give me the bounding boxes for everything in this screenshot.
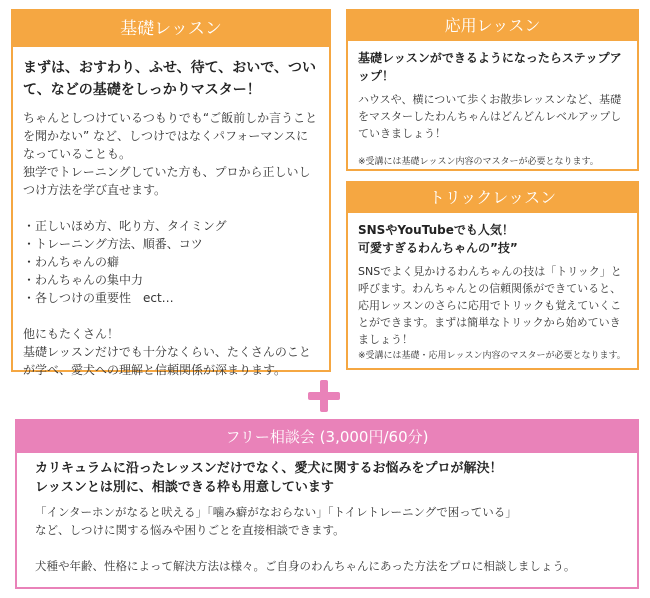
- basic-lesson-text: ちゃんとしつけているつもりでも“ご飯前しか言うことを聞かない” など、しつけではなくパフォーマンスになっていることも。 独学でトレーニングしていた方も、プロから正しいしつけ方法を学び直せます。 ・正しいほめ方、叱り方、タイミング ・トレーニング方法、順番、コツ ・わんちゃんの癖 ・わんちゃんの集中力 ・各しつけの重要性 ect… 他にもたくさん！ 基礎レッスンだけでも十分なくらい、たくさんのことが学べ、愛犬への理解と信頼関係が深まります。: [23, 111, 318, 377]
- basic-lesson-body: [13, 47, 329, 385]
- applied-lesson-lead: 基礎レッスンができるようになったらステップアップ！: [358, 51, 622, 83]
- trick-lesson-note: ※受講には基礎・応用レッスン内容のマスターが必要となります。: [358, 351, 626, 361]
- applied-lesson-card: [346, 9, 639, 171]
- free-consultation-text: 「インターホンがなると吠える」「噛み癖がなおらない」「トイレトレーニングで困っている」 など、しつけに関する悩みや困りごとを直接相談できます。 犬種や年齢、性格によって解決方法は様々。ご自身のわんちゃんにあった方法をプロに相談しましょう。: [35, 505, 576, 573]
- free-consultation-body: [17, 453, 637, 581]
- basic-lesson-card: [11, 9, 331, 377]
- applied-lesson-body: [348, 41, 637, 173]
- trick-lesson-body: [348, 213, 637, 367]
- free-consultation-card: [15, 419, 639, 589]
- applied-lesson-title: 応用レッスン: [348, 11, 637, 41]
- basic-lesson-lead: まずは、おすわり、ふせ、待て、おいで、ついて、などの基礎をしっかりマスター！: [23, 60, 317, 98]
- free-consultation-lead: カリキュラムに沿ったレッスンだけでなく、愛犬に関するお悩みをプロが解決！ レッスンとは別に、相談できる枠も用意しています: [35, 461, 503, 495]
- trick-lesson-lead: SNSやYouTubeでも人気！ 可愛すぎるわんちゃんの”技”: [358, 223, 518, 255]
- applied-lesson-text: ハウスや、横について歩くお散歩レッスンなど、基礎をマスターしたわんちゃんはどんどんレベルアップしていきましょう！: [358, 93, 622, 140]
- trick-lesson-text: SNSでよく見かけるわんちゃんの技は「トリック」と呼びます。わんちゃんとの信頼関係ができていると、応用レッスンのさらに応用でトリックも覚えていくことができます。まずは簡単なトリックから始めていきましょう！: [358, 265, 622, 346]
- trick-lesson-card: [346, 181, 639, 370]
- plus-icon: [308, 380, 340, 412]
- basic-lesson-title: 基礎レッスン: [13, 11, 329, 47]
- trick-lesson-title: トリックレッスン: [348, 183, 637, 213]
- applied-lesson-note: ※受講には基礎レッスン内容のマスターが必要となります。: [358, 157, 599, 167]
- free-consultation-title: フリー相談会 (3,000円/60分): [17, 421, 637, 453]
